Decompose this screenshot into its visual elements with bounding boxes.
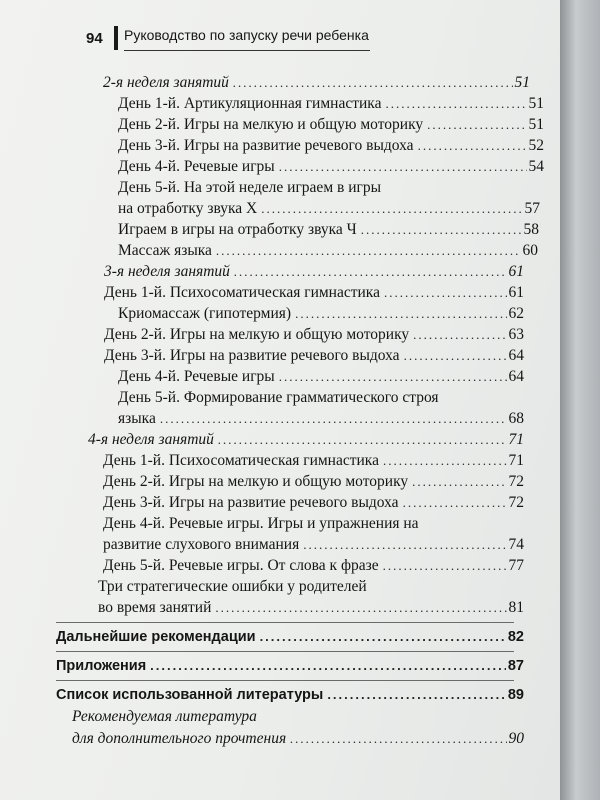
toc-entry: День 3-й. Игры на развитие речевого выдоха ..... 52: [118, 137, 544, 155]
toc-entry-line: День 4-й. Речевые игры. Игры и упражнения на: [103, 515, 419, 532]
toc-entry: языка ..... 68: [118, 410, 524, 428]
running-title: Руководство по запуску речи ребенка: [124, 27, 369, 43]
section-divider: [56, 651, 514, 652]
page-edge-shadow: [560, 0, 600, 800]
toc-entry: Массаж языка ..... 60: [118, 242, 538, 260]
toc-entry: 4-я неделя занятий ..... 71: [88, 431, 524, 449]
toc-entry-line: День 5-й. На этой неделе играем в игры: [118, 179, 382, 196]
toc-entry: Дальнейшие рекомендации ..... 82: [56, 628, 524, 646]
toc-entry: День 4-й. Речевые игры ..... 54: [118, 158, 544, 176]
page-number: 94: [86, 30, 103, 47]
toc-entry: День 5-й. Речевые игры. От слова к фразе ..... 77: [103, 557, 524, 575]
toc-entry: Список использованной литературы ..... 89: [56, 686, 524, 704]
toc-entry: День 2-й. Игры на мелкую и общую моторику ..... 72: [103, 473, 524, 491]
toc-entry-line: Рекомендуемая литература: [72, 708, 257, 725]
toc-entry: День 3-й. Игры на развитие речевого выдоха ..... 72: [103, 494, 524, 512]
toc-entry: Криомассаж (гипотермия) ..... 62: [118, 305, 524, 323]
toc-entry: День 1-й. Артикуляционная гимнастика ..... 51: [118, 95, 544, 113]
toc-entry: День 4-й. Речевые игры ..... 64: [118, 368, 524, 386]
toc-entry-line: Три стратегические ошибки у родителей: [98, 578, 367, 595]
section-divider: [56, 622, 514, 623]
toc-entry: Приложения ..... 87: [56, 657, 524, 675]
section-divider: [56, 680, 514, 681]
toc-entry: День 2-й. Игры на мелкую и общую моторику ..... 51: [118, 116, 544, 134]
toc-entry: развитие слухового внимания ..... 74: [103, 536, 524, 554]
toc-entry: на отработку звука Х ..... 57: [118, 200, 540, 218]
toc-entry: 3-я неделя занятий ..... 61: [104, 263, 524, 281]
toc-entry: День 1-й. Психосоматическая гимнастика ..... 61: [104, 284, 524, 302]
toc-entry-line: День 5-й. Формирование грамматического строя: [118, 389, 439, 406]
toc-entry: День 1-й. Психосоматическая гимнастика ..... 71: [103, 452, 524, 470]
toc-entry: 2-я неделя занятий ..... 51: [103, 74, 530, 92]
toc-entry: Играем в игры на отработку звука Ч ..... 58: [118, 221, 539, 239]
toc-entry: для дополнительного прочтения ..... 90: [72, 730, 524, 748]
toc-entry: День 3-й. Игры на развитие речевого выдоха ..... 64: [104, 347, 524, 365]
toc-entry: во время занятий ..... 81: [98, 599, 524, 617]
toc-entry: День 2-й. Игры на мелкую и общую моторику ..... 63: [104, 326, 524, 344]
